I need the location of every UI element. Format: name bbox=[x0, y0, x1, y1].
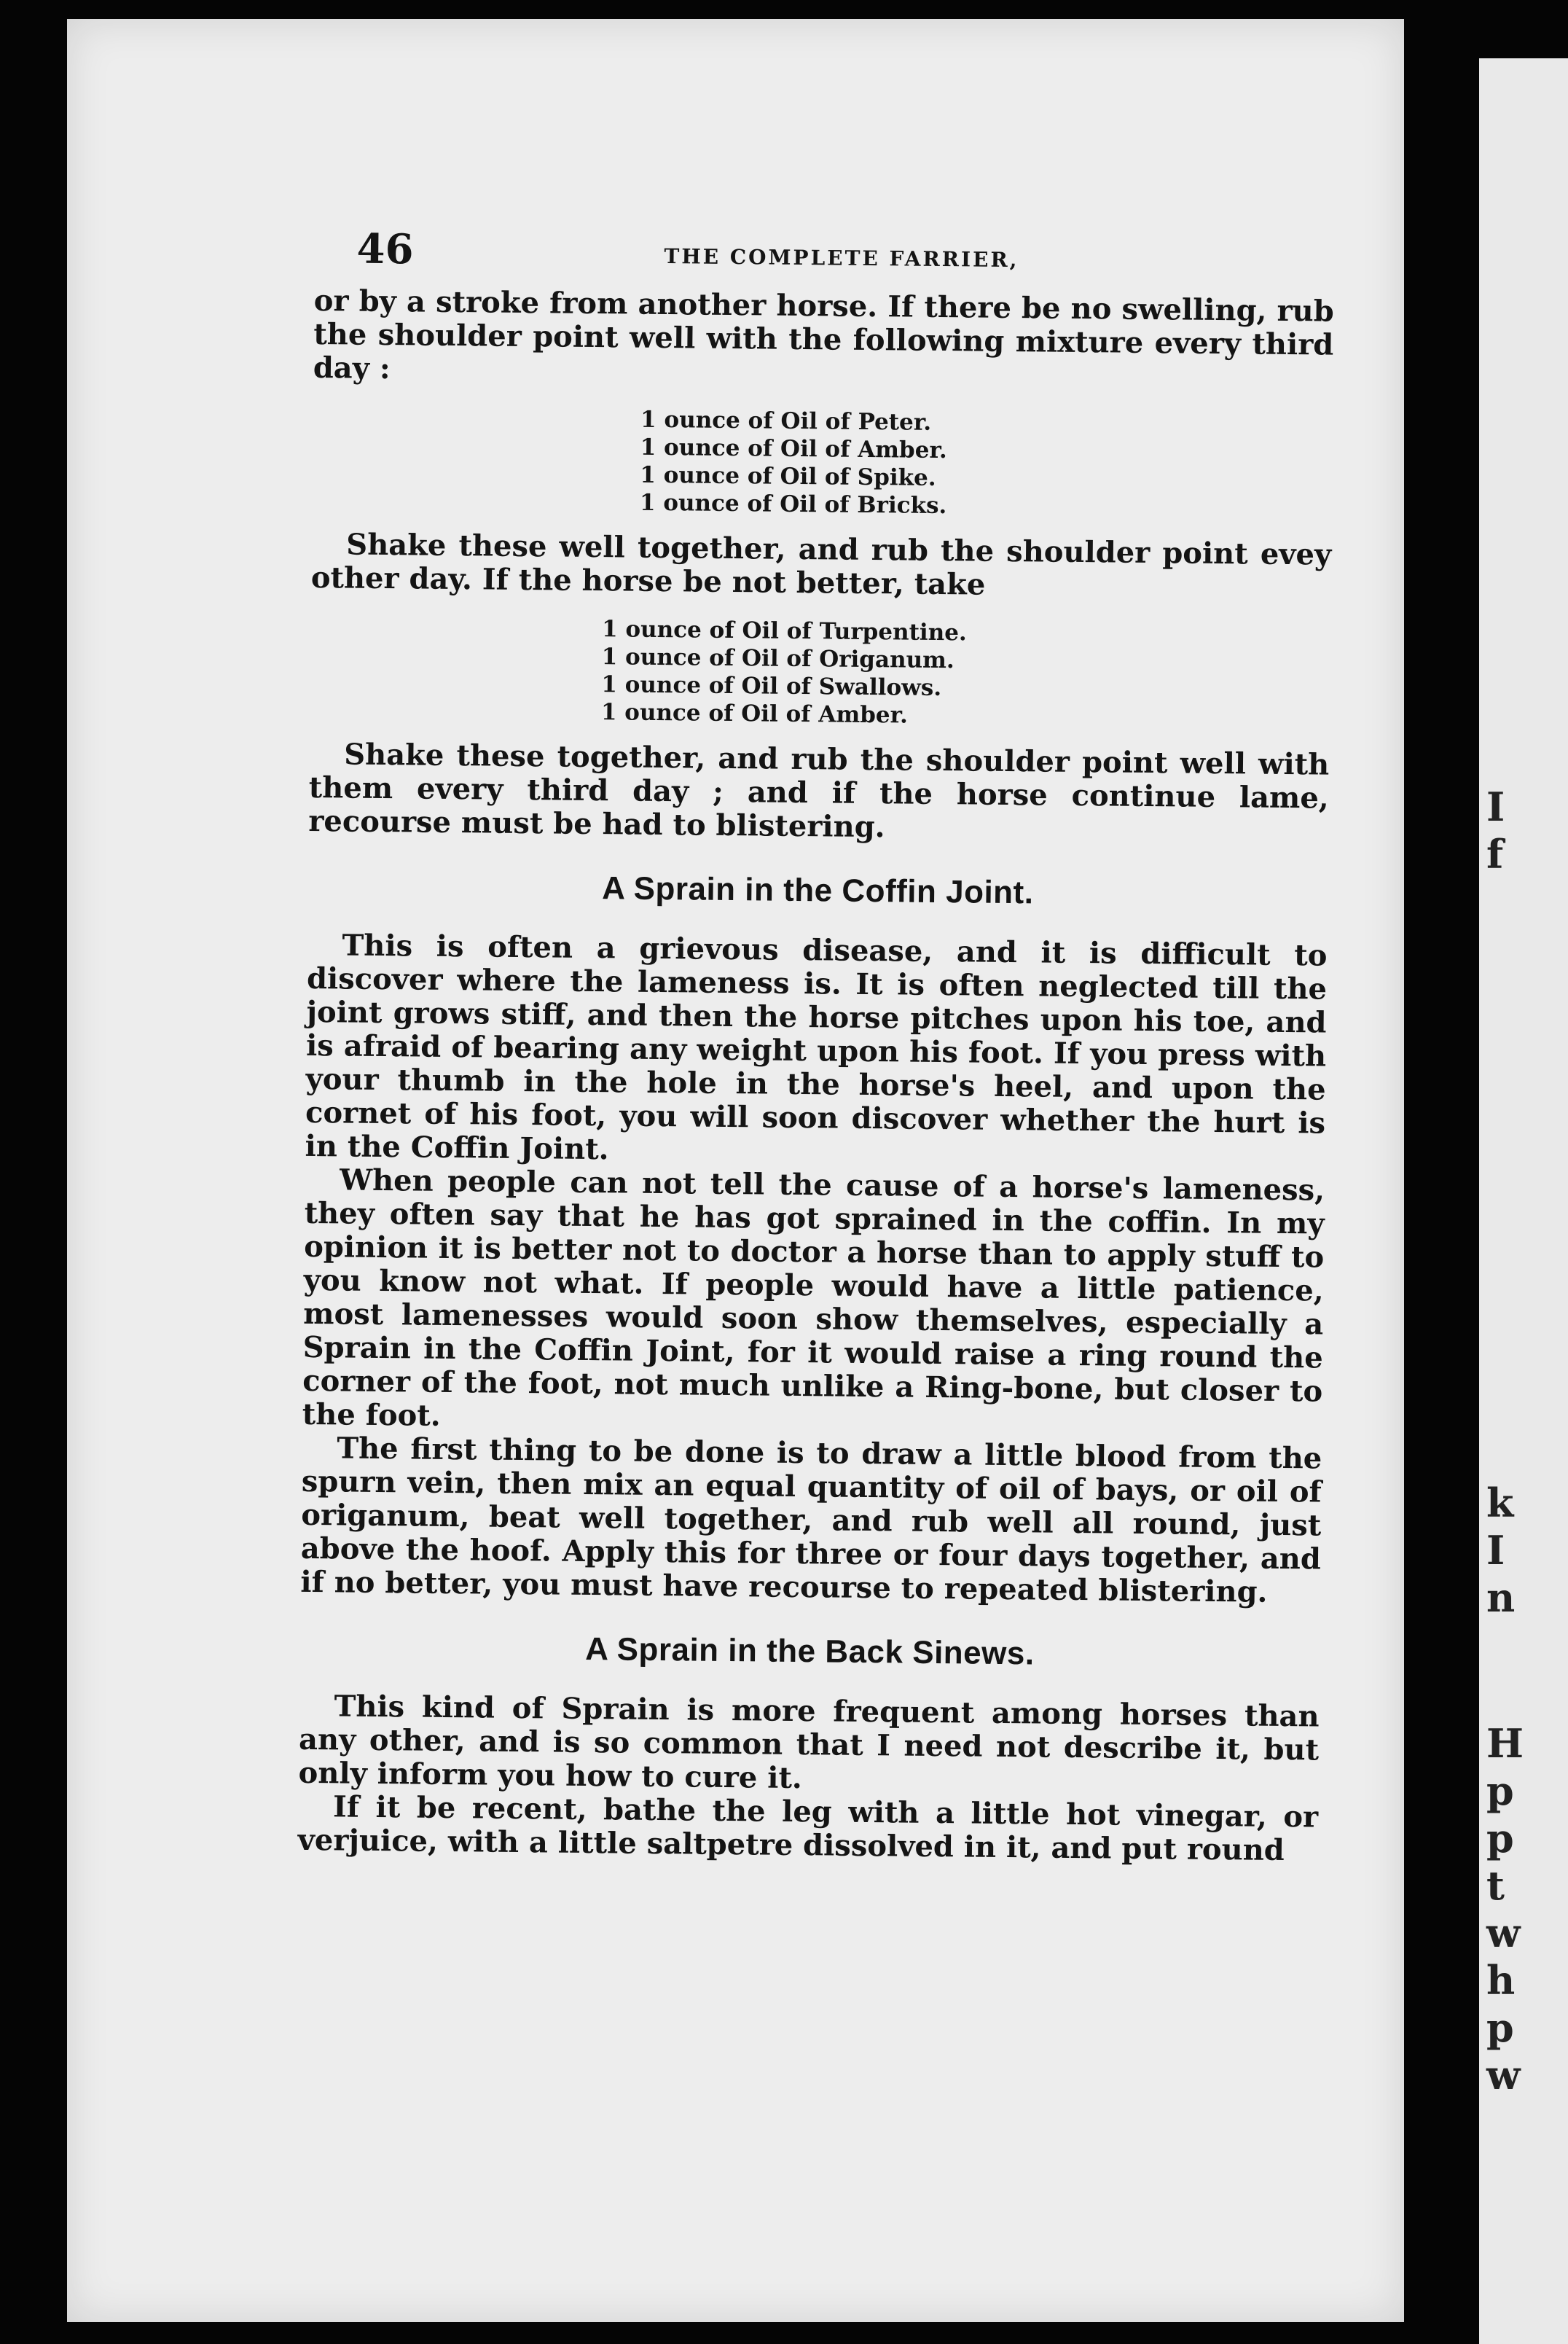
adjacent-page-fragment: p bbox=[1486, 1767, 1514, 1814]
page-number: 46 bbox=[356, 224, 414, 274]
recipe-item: 1 ounce of Oil of Bricks. bbox=[639, 489, 947, 520]
adjacent-page-fragment: p bbox=[1486, 2004, 1514, 2051]
shake-paragraph-1: Shake these well together, and rub the shoulder point evey other day. If the horse be not better, take bbox=[310, 527, 1332, 602]
adjacent-page-fragment: n bbox=[1486, 1574, 1516, 1621]
intro-paragraph: or by a stroke from another horse. If there be no swelling, rub the shoulder point well with the following mixture every third day : bbox=[313, 283, 1334, 386]
recipe-item: 1 ounce of Oil of Turpentine. bbox=[601, 616, 967, 646]
running-head: THE COMPLETE FARRIER, bbox=[664, 244, 1019, 273]
adjacent-page-fragment: h bbox=[1486, 1957, 1516, 2004]
adjacent-page-fragment: w bbox=[1486, 2052, 1521, 2098]
recipe-item: 1 ounce of Oil of Amber. bbox=[640, 434, 947, 464]
shake-paragraph-2: Shake these together, and rub the shoulder point well with them every third day ; and if the horse continue lame, recourse must be had to blistering. bbox=[308, 737, 1330, 845]
adjacent-page-edge bbox=[1479, 58, 1568, 2344]
recipe-list-1 bbox=[312, 402, 1333, 524]
body-paragraph: When people can not tell the cause of a horse's lameness, they often say that he has got sprained in the coffin. In my opinion it is better not to doctor a horse than to apply stuff to you know not what. If people would have a little patience, most lamenesses would soon show themselves, especially a Sprain in the Coffin Joint, for it would raise a ring round the corner of the foot, not much unlike a Ring-bone, but closer to the foot. bbox=[302, 1163, 1325, 1433]
body-paragraph: The first thing to be done is to draw a little blood from the spurn vein, then mix an equal quantity of oil of bays, or oil of origanum, beat well together, and rub well all round, just above the hoof. Apply this for three or four days together, and if no better, you must have recourse to repeated blistering. bbox=[300, 1431, 1322, 1609]
adjacent-page-fragment: k bbox=[1486, 1480, 1514, 1526]
body-paragraph: This kind of Sprain is more frequent among horses than any other, and is so common that I need not describe it, but only inform you how to cure it. bbox=[298, 1689, 1320, 1796]
recipe-item: 1 ounce of Oil of Origanum. bbox=[601, 644, 954, 674]
recipe-list-2 bbox=[310, 612, 1331, 734]
adjacent-page-fragment: f bbox=[1486, 831, 1504, 878]
section-heading-back-sinews: A Sprain in the Back Sinews. bbox=[585, 1630, 1035, 1672]
page-header bbox=[314, 219, 1335, 295]
recipe-item: 1 ounce of Oil of Amber. bbox=[600, 699, 909, 729]
adjacent-page-fragment: t bbox=[1486, 1862, 1505, 1909]
page-text-block bbox=[297, 219, 1334, 1868]
adjacent-page-fragment: I bbox=[1486, 1527, 1505, 1574]
adjacent-page-fragment: H bbox=[1486, 1720, 1524, 1767]
adjacent-page-fragment: p bbox=[1486, 1815, 1514, 1861]
recipe-item: 1 ounce of Oil of Swallows. bbox=[601, 671, 942, 702]
body-paragraph: If it be recent, bathe the leg with a little hot vinegar, or verjuice, with a little saltpetre dissolved in it, and put round bbox=[297, 1789, 1319, 1868]
body-paragraph: This is often a grievous disease, and it is difficult to discover where the lameness is. It is often neglected till the joint grows stiff, and then the horse pitches upon his toe, and is afraid of bearing any weight upon his foot. If you press with your thumb in the hole in the horse's heel, and upon the cornet of his foot, you will soon discover whether the hurt is in the Coffin Joint. bbox=[305, 928, 1328, 1167]
adjacent-page-fragment: w bbox=[1486, 1910, 1521, 1956]
recipe-item: 1 ounce of Oil of Peter. bbox=[640, 406, 932, 436]
recipe-item: 1 ounce of Oil of Spike. bbox=[640, 461, 936, 491]
section-heading-coffin-joint: A Sprain in the Coffin Joint. bbox=[602, 870, 1034, 911]
adjacent-page-fragment: I bbox=[1486, 784, 1505, 830]
